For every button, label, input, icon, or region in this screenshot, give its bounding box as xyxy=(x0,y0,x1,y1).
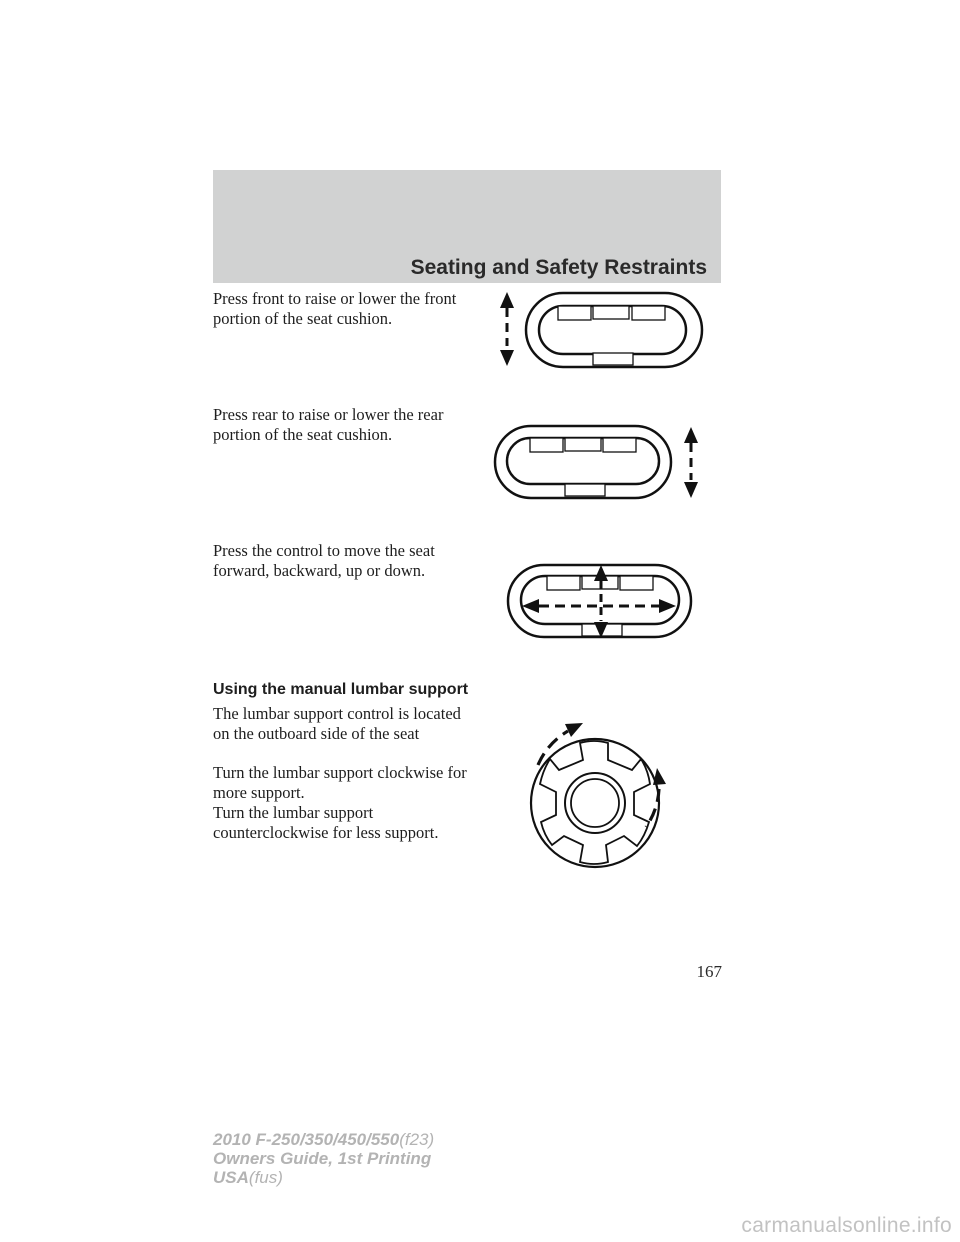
footer-region-tag: (fus) xyxy=(248,1168,283,1187)
page-number: 167 xyxy=(696,962,722,981)
document-footer xyxy=(213,1130,434,1187)
footer-line-2: Owners Guide, 1st Printing xyxy=(213,1149,432,1168)
lumbar-location-text: The lumbar support control is located on the outboard side of the seat xyxy=(213,704,461,743)
rear-cushion-instruction: Press rear to raise or lower the rear portion of the seat cushion. xyxy=(213,405,444,444)
lumbar-heading: Using the manual lumbar support xyxy=(213,681,469,698)
section-header xyxy=(213,170,721,283)
lumbar-knob-icon xyxy=(528,712,674,882)
seat-move-instruction: Press the control to move the seat forward, backward, up or down. xyxy=(213,541,435,580)
footer-model: 2010 F-250/350/450/550 xyxy=(213,1130,400,1149)
section-title: Seating and Safety Restraints xyxy=(410,256,707,279)
footer-model-tag: (f23) xyxy=(399,1130,435,1149)
front-cushion-instruction: Press front to raise or lower the front portion of the seat cushion. xyxy=(213,289,457,328)
lumbar-counterclockwise-text: Turn the lumbar support counterclockwise for less support. xyxy=(213,803,439,842)
watermark-link[interactable]: carmanualsonline.info xyxy=(741,1214,952,1237)
lumbar-clockwise-text: Turn the lumbar support clockwise for more support. xyxy=(213,763,467,802)
front-cushion-switch-icon xyxy=(492,290,707,370)
footer-region: USA xyxy=(213,1168,249,1187)
rear-cushion-switch-icon xyxy=(492,424,704,500)
footer-line-1 xyxy=(213,1130,434,1149)
seat-move-switch-icon xyxy=(505,561,695,641)
footer-line-3 xyxy=(213,1168,434,1187)
